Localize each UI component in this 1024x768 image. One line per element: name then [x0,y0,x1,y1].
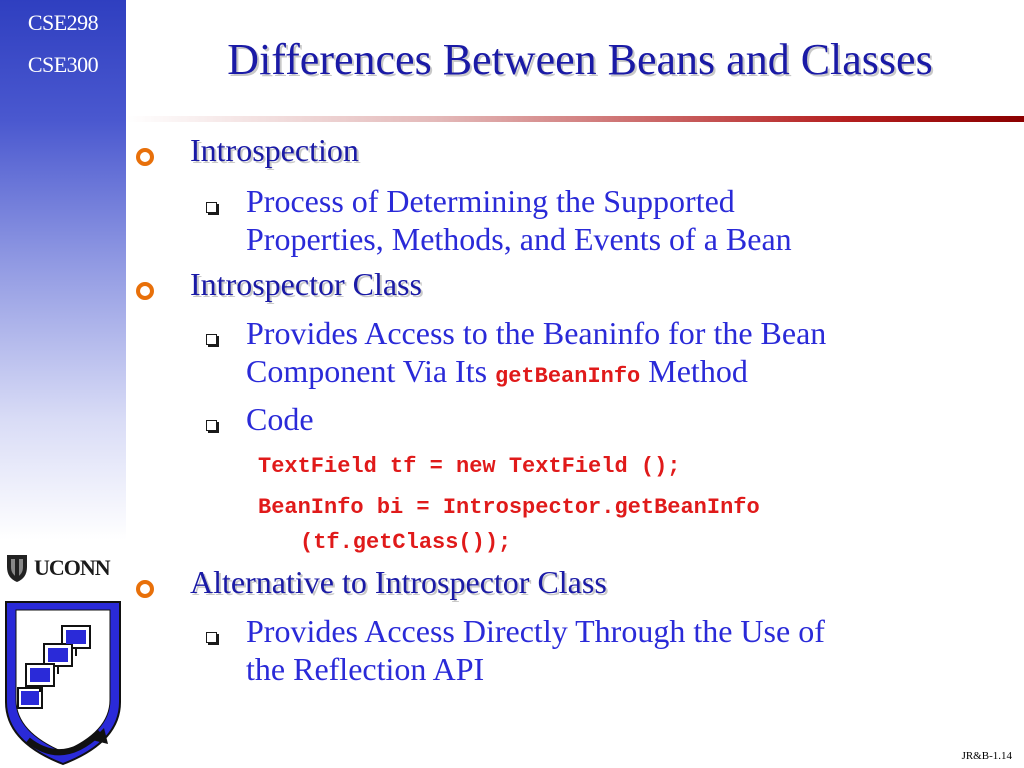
square-bullet-icon [206,632,217,643]
uconn-crest-icon [4,553,30,583]
bullet-introspector-class: Introspector Class [190,266,422,302]
slide-number: JR&B-1.14 [961,750,1012,762]
sidebar [0,0,126,768]
sub-bullet-reflection-api [246,612,825,688]
square-bullet-icon [206,420,217,431]
uconn-logo [4,552,122,584]
sub-bullet-line: Properties, Methods, and Events of a Bean [246,221,792,257]
uconn-wordmark: UCONN [34,555,110,580]
cse-seal-logo [0,592,126,768]
code-line-3: (tf.getClass()); [300,530,512,555]
sub-bullet-line: Provides Access to the Beaninfo for the Bean [246,315,827,351]
code-line-2: BeanInfo bi = Introspector.getBeanInfo [258,495,760,520]
sub-bullet-line: the Reflection API [246,651,485,687]
title-divider [126,116,1024,122]
sub-bullet-text: Component Via Its [246,353,496,389]
bullet-alternative: Alternative to Introspector Class [190,564,607,600]
sub-bullet-line: Process of Determining the Supported [246,183,735,219]
sub-bullet-code: Code [246,401,314,437]
sub-bullet-line [246,352,826,396]
sub-bullet-line: Provides Access Directly Through the Use of [246,613,825,649]
ring-bullet-icon [134,280,156,302]
course-code-1: CSE298 [27,10,99,35]
course-code-2: CSE300 [27,52,99,77]
ring-bullet-icon [134,146,156,168]
sub-bullet-text: Method [640,353,748,389]
sub-bullet-beaninfo-access [246,314,826,396]
code-line-1: TextField tf = new TextField (); [258,454,681,479]
bullet-introspection: Introspection [190,132,359,168]
square-bullet-icon [206,334,217,345]
square-bullet-icon [206,202,217,213]
sub-bullet-introspection-definition [246,182,792,258]
slide-title: Differences Between Beans and Classes [227,35,933,84]
inline-code-getbeaninfo: getBeanInfo [495,364,641,389]
ring-bullet-icon [134,578,156,600]
